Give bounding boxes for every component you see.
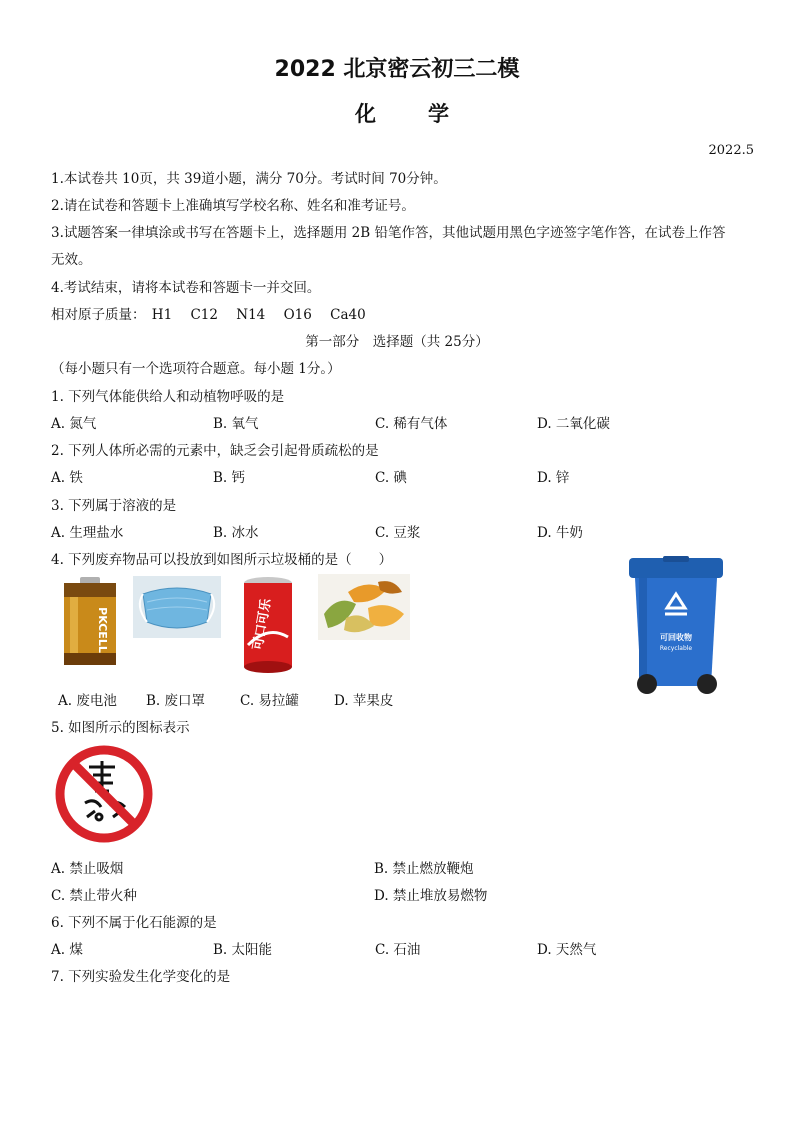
instruction-2: 2.请在试卷和答题卡上准确填写学校名称、姓名和准考证号。 <box>51 198 415 214</box>
exam-title: 2022 北京密云初三二模 <box>274 57 520 82</box>
q4-option-c: C. 易拉罐 <box>240 693 299 709</box>
atomic-mass-item: O16 <box>283 307 312 323</box>
q6-option-c: C. 石油 <box>375 942 421 958</box>
q3-option-d: D. 牛奶 <box>537 525 583 541</box>
q3-option-c: C. 豆浆 <box>375 525 421 541</box>
face-mask-image <box>133 576 221 638</box>
q4-option-d: D. 苹果皮 <box>334 693 394 709</box>
battery-image <box>56 575 124 667</box>
subject-char-2: 学 <box>428 102 449 126</box>
atomic-mass-item: Ca40 <box>330 307 366 323</box>
no-firecrackers-sign-icon <box>55 745 153 843</box>
q6-option-a: A. 煤 <box>51 942 83 958</box>
question-6-stem: 6. 下列不属于化石能源的是 <box>51 915 217 931</box>
q5-option-c: C. 禁止带火种 <box>51 888 137 904</box>
svg-text:可回收物: 可回收物 <box>660 633 692 642</box>
atomic-mass-label: 相对原子质量： <box>51 307 146 323</box>
q4-option-b: B. 废口罩 <box>146 693 206 709</box>
q1-option-b: B. 氧气 <box>213 416 259 432</box>
instruction-3: 3.试题答案一律填涂或书写在答题卡上，选择题用 2B 铅笔作答，其他试题用黑色字迹签字笔作答，在试卷上作答 <box>51 225 726 241</box>
section-title: 第一部分 选择题（共 25分） <box>305 334 489 350</box>
svg-text:PKCELL: PKCELL <box>96 607 109 653</box>
atomic-mass-row <box>51 303 366 323</box>
section-note: （每小题只有一个选项符合题意。每小题 1分。） <box>51 361 341 377</box>
instruction-3-cont: 无效。 <box>51 252 92 268</box>
recycle-bin-image <box>627 556 725 696</box>
exam-date: 2022.5 <box>708 143 754 158</box>
question-4-stem: 4. 下列废弃物品可以投放到如图所示垃圾桶的是（ ） <box>51 552 393 568</box>
q2-option-a: A. 铁 <box>51 470 83 486</box>
q3-option-b: B. 冰水 <box>213 525 259 541</box>
q6-option-b: B. 太阳能 <box>213 942 273 958</box>
question-7-stem: 7. 下列实验发生化学变化的是 <box>51 969 231 985</box>
question-1-stem: 1. 下列气体能供给人和动植物呼吸的是 <box>51 389 285 405</box>
apple-peel-image <box>318 574 410 640</box>
q2-option-c: C. 碘 <box>375 470 407 486</box>
subject-char-1: 化 <box>355 102 376 126</box>
instruction-1: 1.本试卷共 10页，共 39道小题，满分 70分。考试时间 70分钟。 <box>51 171 447 187</box>
question-3-stem: 3. 下列属于溶液的是 <box>51 498 177 514</box>
question-2-stem: 2. 下列人体所必需的元素中，缺乏会引起骨质疏松的是 <box>51 443 379 459</box>
q3-option-a: A. 生理盐水 <box>51 525 124 541</box>
soda-can-image <box>240 575 296 675</box>
instruction-4: 4.考试结束，请将本试卷和答题卡一并交回。 <box>51 280 321 296</box>
q2-option-b: B. 钙 <box>213 470 246 486</box>
q1-option-c: C. 稀有气体 <box>375 416 448 432</box>
q5-option-d: D. 禁止堆放易燃物 <box>374 888 488 904</box>
svg-text:Recyclable: Recyclable <box>659 645 693 652</box>
question-5-stem: 5. 如图所示的图标表示 <box>51 720 190 736</box>
svg-text:可口可乐: 可口可乐 <box>250 597 275 652</box>
q4-option-a: A. 废电池 <box>58 693 117 709</box>
atomic-mass-item: H1 <box>151 307 173 323</box>
atomic-mass-item: C12 <box>190 307 218 323</box>
atomic-mass-item: N14 <box>236 307 266 323</box>
q5-option-a: A. 禁止吸烟 <box>51 861 124 877</box>
q6-option-d: D. 天然气 <box>537 942 597 958</box>
q2-option-d: D. 锌 <box>537 470 570 486</box>
q1-option-d: D. 二氧化碳 <box>537 416 610 432</box>
q1-option-a: A. 氮气 <box>51 416 97 432</box>
q5-option-b: B. 禁止燃放鞭炮 <box>374 861 474 877</box>
